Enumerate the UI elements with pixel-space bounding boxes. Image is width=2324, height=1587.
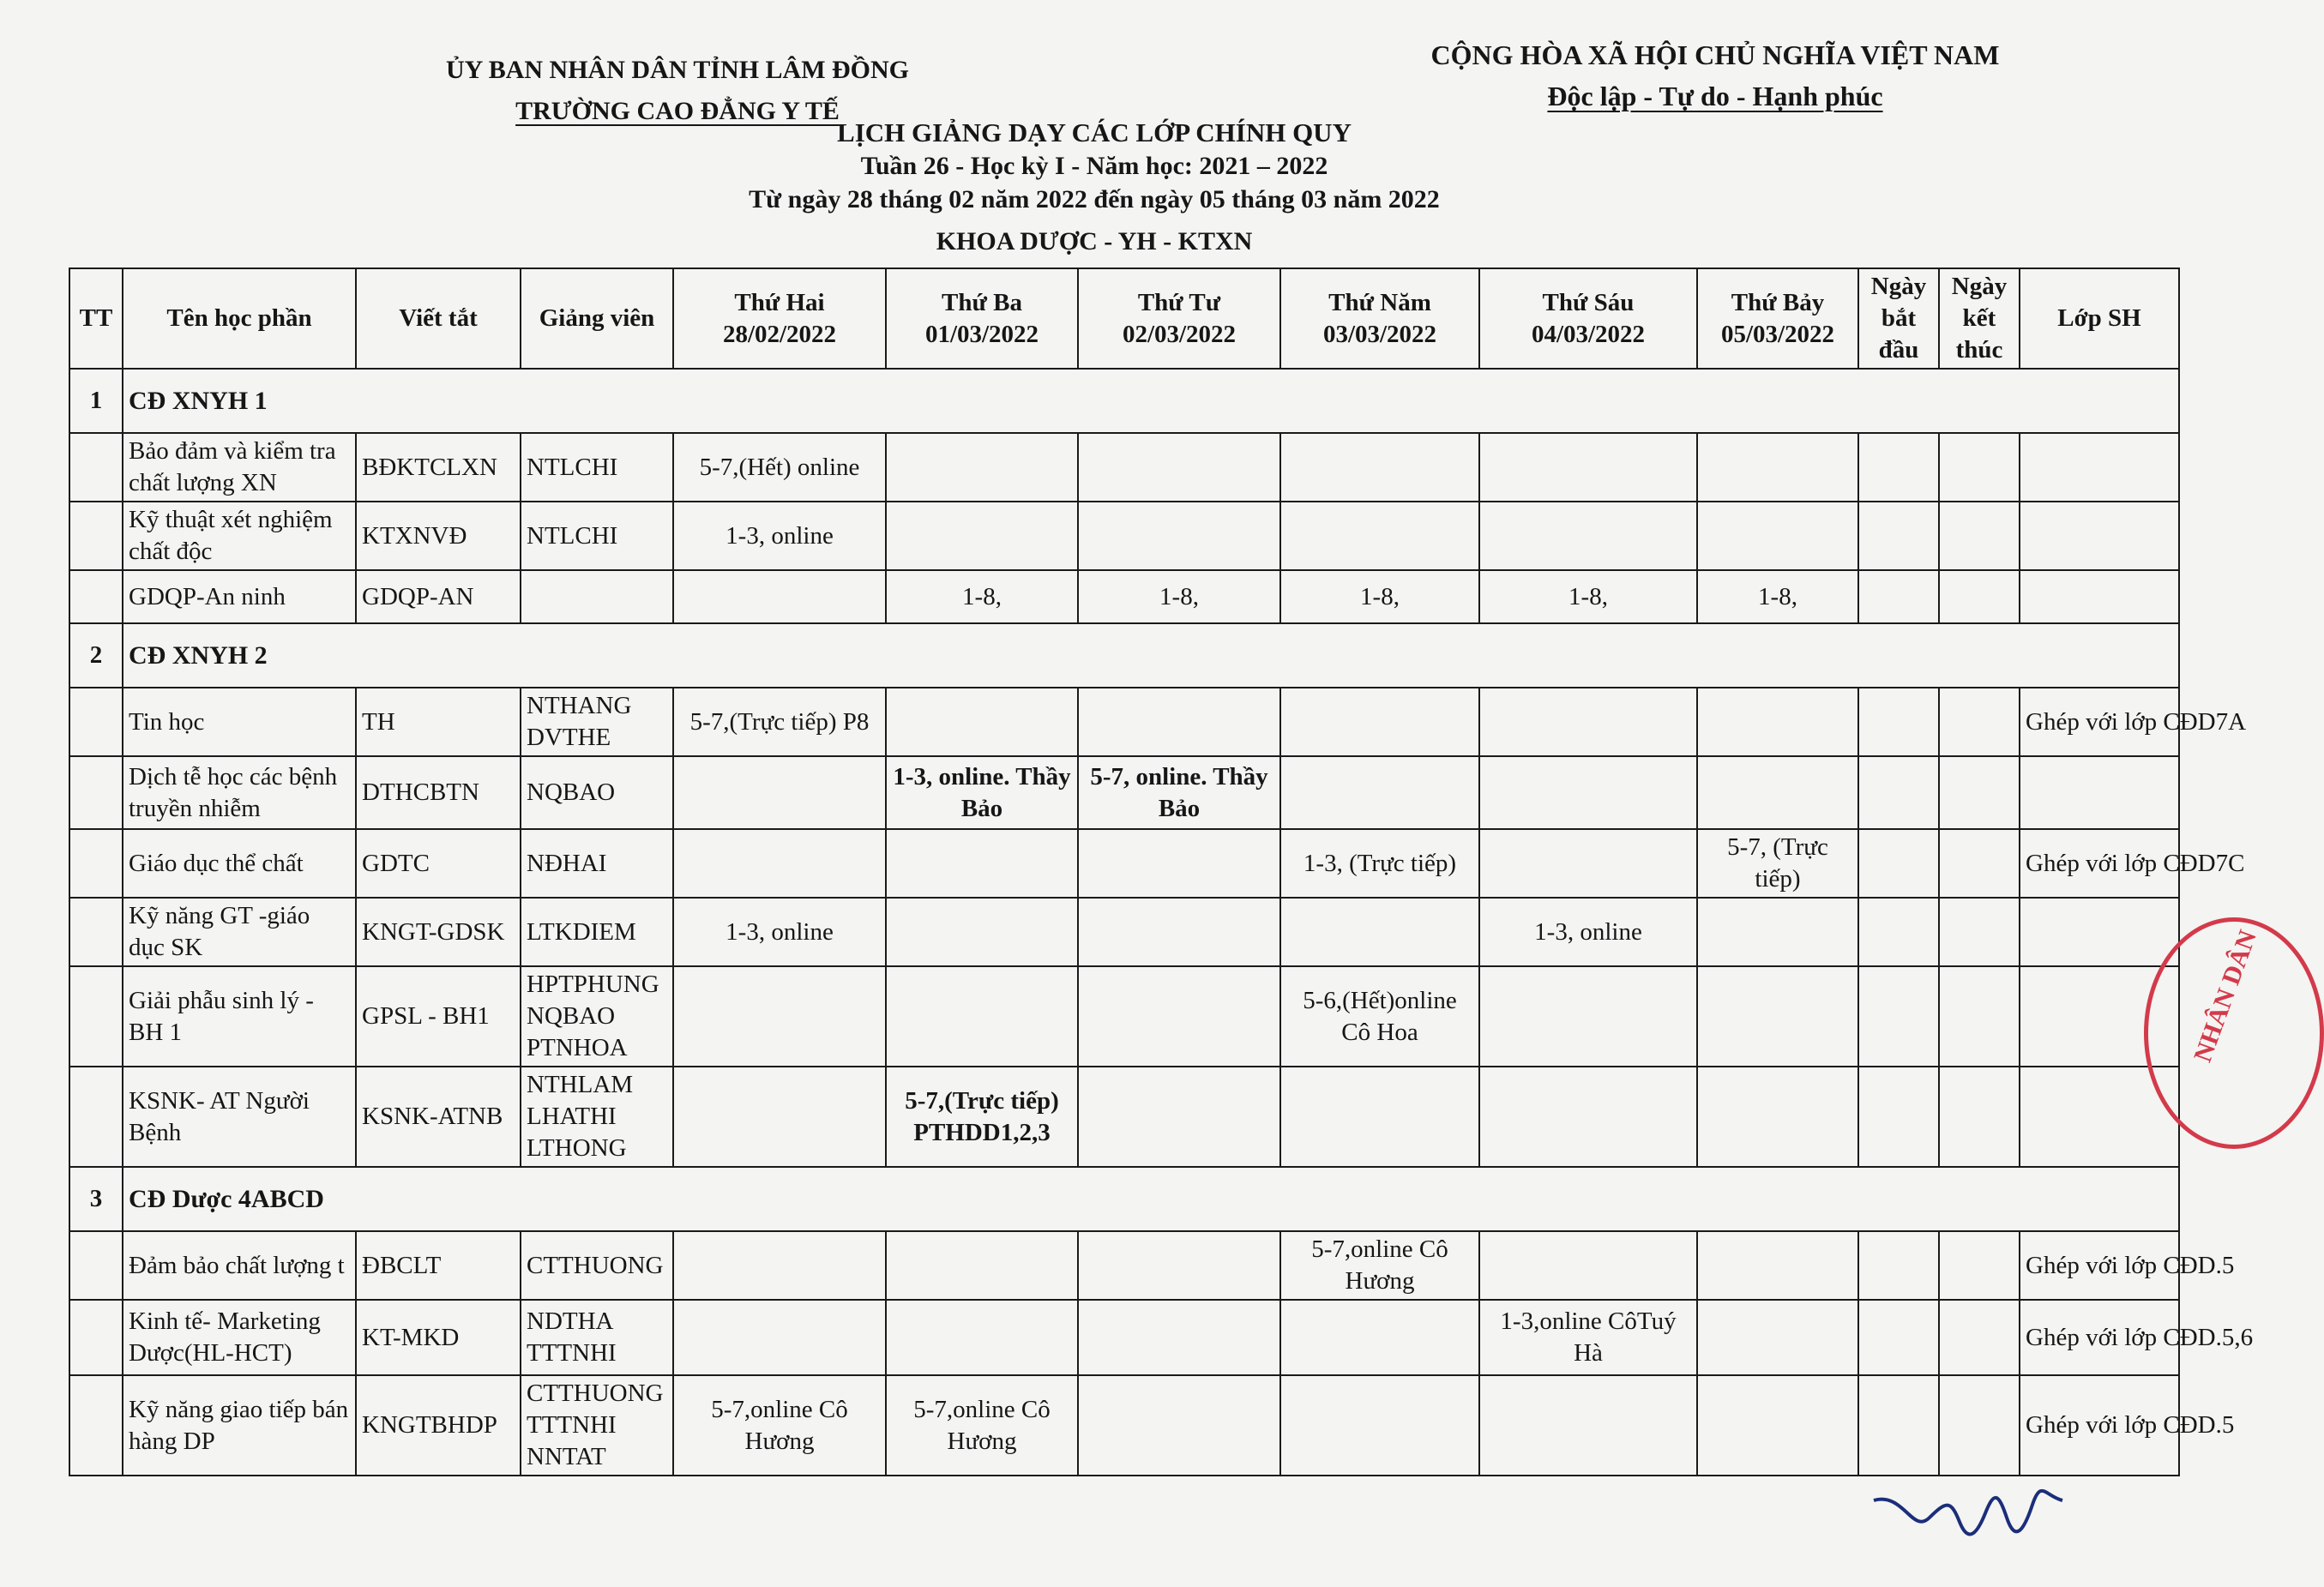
header-right — [1424, 34, 2007, 117]
cell-mon — [673, 756, 886, 829]
cell-thu — [1280, 756, 1479, 829]
group-name: CĐ XNYH 2 — [123, 623, 2179, 688]
cell-start — [1858, 1231, 1939, 1300]
cell-tue — [886, 1300, 1078, 1375]
cell-lecturer: NTHLAM LHATHI LTHONG — [521, 1067, 673, 1167]
cell-end — [1939, 1231, 2020, 1300]
cell-subject: Bảo đảm và kiểm tra chất lượng XN — [123, 433, 356, 502]
cell-start — [1858, 688, 1939, 756]
header-right-line1: CỘNG HÒA XÃ HỘI CHỦ NGHĨA VIỆT NAM — [1430, 39, 2000, 70]
cell-abbr: KNGT-GDSK — [356, 898, 521, 966]
header-left-line2: TRƯỜNG CAO ĐẲNG Y TẾ — [515, 97, 840, 125]
cell-wed — [1078, 1067, 1280, 1167]
header-right-line2: Độc lập - Tự do - Hạnh phúc — [1547, 81, 1883, 111]
col-header-mon: Thứ Hai 28/02/2022 — [673, 268, 886, 369]
cell-mon — [673, 1067, 886, 1167]
cell-tt — [69, 829, 123, 898]
cell-fri — [1479, 756, 1697, 829]
cell-homeroom — [2020, 570, 2179, 623]
cell-end — [1939, 829, 2020, 898]
cell-homeroom — [2020, 898, 2179, 966]
cell-end — [1939, 966, 2020, 1067]
cell-end — [1939, 570, 2020, 623]
table-row — [69, 1231, 2179, 1300]
cell-end — [1939, 688, 2020, 756]
cell-mon: 5-7,(Trực tiếp) P8 — [673, 688, 886, 756]
cell-tt — [69, 433, 123, 502]
table-row — [69, 1300, 2179, 1375]
cell-tue — [886, 829, 1078, 898]
cell-mon — [673, 1300, 886, 1375]
cell-tue — [886, 966, 1078, 1067]
cell-fri — [1479, 1375, 1697, 1476]
cell-sat — [1697, 1375, 1858, 1476]
cell-tue — [886, 433, 1078, 502]
table-header-row — [69, 268, 2179, 369]
col-header-abbr: Viết tắt — [356, 268, 521, 369]
cell-abbr: GDQP-AN — [356, 570, 521, 623]
cell-homeroom: Ghép với lớp CĐD7C — [2020, 829, 2179, 898]
header-left-line1: ỦY BAN NHÂN DÂN TỈNH LÂM ĐỒNG — [446, 56, 910, 84]
cell-abbr: GDTC — [356, 829, 521, 898]
cell-mon — [673, 1231, 886, 1300]
cell-tt — [69, 1067, 123, 1167]
cell-wed — [1078, 898, 1280, 966]
cell-lecturer: HPTPHUNG NQBAO PTNHOA — [521, 966, 673, 1067]
cell-tt — [69, 1300, 123, 1375]
cell-wed — [1078, 1375, 1280, 1476]
cell-start — [1858, 898, 1939, 966]
cell-lecturer: CTTHUONG TTTNHI NNTAT — [521, 1375, 673, 1476]
cell-end — [1939, 433, 2020, 502]
cell-homeroom: Ghép với lớp CĐD.5 — [2020, 1231, 2179, 1300]
cell-sat — [1697, 688, 1858, 756]
cell-abbr: KSNK-ATNB — [356, 1067, 521, 1167]
cell-subject: GDQP-An ninh — [123, 570, 356, 623]
cell-fri: 1-3,online CôTuý Hà — [1479, 1300, 1697, 1375]
cell-start — [1858, 1300, 1939, 1375]
cell-abbr: DTHCBTN — [356, 756, 521, 829]
official-stamp — [2144, 917, 2324, 1149]
cell-end — [1939, 898, 2020, 966]
col-header-sat: Thứ Bảy 05/03/2022 — [1697, 268, 1858, 369]
cell-end — [1939, 1067, 2020, 1167]
group-row — [69, 369, 2179, 433]
cell-wed — [1078, 688, 1280, 756]
cell-homeroom: Ghép với lớp CĐD7A — [2020, 688, 2179, 756]
cell-sat — [1697, 1300, 1858, 1375]
col-header-tue: Thứ Ba 01/03/2022 — [886, 268, 1078, 369]
cell-homeroom — [2020, 433, 2179, 502]
cell-mon — [673, 570, 886, 623]
cell-tt — [69, 898, 123, 966]
cell-tt — [69, 570, 123, 623]
cell-thu — [1280, 688, 1479, 756]
cell-start — [1858, 502, 1939, 570]
table-row — [69, 966, 2179, 1067]
stamp-text: NHÂN DÂN — [2188, 926, 2262, 1067]
cell-thu: 1-3, (Trực tiếp) — [1280, 829, 1479, 898]
cell-thu — [1280, 1300, 1479, 1375]
table-row — [69, 829, 2179, 898]
group-name: CĐ Dược 4ABCD — [123, 1167, 2179, 1231]
group-number: 1 — [69, 369, 123, 433]
cell-mon: 1-3, online — [673, 898, 886, 966]
table-row — [69, 570, 2179, 623]
cell-tt — [69, 1231, 123, 1300]
cell-fri: 1-3, online — [1479, 898, 1697, 966]
cell-thu — [1280, 433, 1479, 502]
cell-lecturer: LTKDIEM — [521, 898, 673, 966]
cell-lecturer: NTLCHI — [521, 433, 673, 502]
cell-wed — [1078, 502, 1280, 570]
title-line2: Tuần 26 - Học kỳ I - Năm học: 2021 – 2022 — [860, 152, 1328, 180]
cell-thu: 1-8, — [1280, 570, 1479, 623]
cell-fri — [1479, 1231, 1697, 1300]
table-row — [69, 502, 2179, 570]
cell-fri — [1479, 433, 1697, 502]
cell-lecturer — [521, 570, 673, 623]
cell-end — [1939, 1300, 2020, 1375]
cell-tt — [69, 756, 123, 829]
cell-tue: 1-8, — [886, 570, 1078, 623]
col-header-fri: Thứ Sáu 04/03/2022 — [1479, 268, 1697, 369]
cell-wed — [1078, 1300, 1280, 1375]
group-number: 2 — [69, 623, 123, 688]
cell-start — [1858, 433, 1939, 502]
col-header-start: Ngày bắt đầu — [1858, 268, 1939, 369]
cell-tt — [69, 688, 123, 756]
cell-tue — [886, 502, 1078, 570]
group-number: 3 — [69, 1167, 123, 1231]
table-row — [69, 898, 2179, 966]
cell-wed — [1078, 1231, 1280, 1300]
cell-wed — [1078, 966, 1280, 1067]
group-row — [69, 623, 2179, 688]
title-line3: Từ ngày 28 tháng 02 năm 2022 đến ngày 05 tháng 03 năm 2022 — [749, 185, 1440, 213]
cell-thu — [1280, 1067, 1479, 1167]
cell-subject: KSNK- AT Người Bệnh — [123, 1067, 356, 1167]
cell-lecturer: NQBAO — [521, 756, 673, 829]
cell-subject: Dịch tễ học các bệnh truyền nhiễm — [123, 756, 356, 829]
col-header-subject: Tên học phần — [123, 268, 356, 369]
cell-thu — [1280, 1375, 1479, 1476]
cell-tue: 1-3, online. Thầy Bảo — [886, 756, 1078, 829]
cell-abbr: KNGTBHDP — [356, 1375, 521, 1476]
cell-mon — [673, 966, 886, 1067]
cell-sat — [1697, 502, 1858, 570]
cell-homeroom: Ghép với lớp CĐD.5 — [2020, 1375, 2179, 1476]
cell-sat — [1697, 433, 1858, 502]
cell-start — [1858, 829, 1939, 898]
cell-start — [1858, 756, 1939, 829]
cell-mon: 1-3, online — [673, 502, 886, 570]
cell-lecturer: CTTHUONG — [521, 1231, 673, 1300]
cell-mon: 5-7,(Hết) online — [673, 433, 886, 502]
cell-tt — [69, 1375, 123, 1476]
table-row — [69, 756, 2179, 829]
cell-tue — [886, 898, 1078, 966]
cell-abbr: KTXNVĐ — [356, 502, 521, 570]
cell-subject: Kỹ năng GT -giáo dục SK — [123, 898, 356, 966]
cell-sat — [1697, 1067, 1858, 1167]
cell-wed: 5-7, online. Thầy Bảo — [1078, 756, 1280, 829]
cell-subject: Kỹ năng giao tiếp bán hàng DP — [123, 1375, 356, 1476]
table-row — [69, 1067, 2179, 1167]
cell-abbr: KT-MKD — [356, 1300, 521, 1375]
cell-thu: 5-6,(Hết)online Cô Hoa — [1280, 966, 1479, 1067]
cell-wed: 1-8, — [1078, 570, 1280, 623]
cell-tt — [69, 502, 123, 570]
cell-thu — [1280, 898, 1479, 966]
document-title — [0, 116, 2189, 216]
cell-homeroom: Ghép với lớp CĐD.5,6 — [2020, 1300, 2179, 1375]
col-header-tt: TT — [69, 268, 123, 369]
cell-thu — [1280, 502, 1479, 570]
cell-wed — [1078, 433, 1280, 502]
cell-subject: Đảm bảo chất lượng t — [123, 1231, 356, 1300]
cell-subject: Kỹ thuật xét nghiệm chất độc — [123, 502, 356, 570]
cell-end — [1939, 1375, 2020, 1476]
cell-tue — [886, 1231, 1078, 1300]
col-header-thu: Thứ Năm 03/03/2022 — [1280, 268, 1479, 369]
cell-tue — [886, 688, 1078, 756]
col-header-end: Ngày kết thúc — [1939, 268, 2020, 369]
cell-lecturer: NTHANG DVTHE — [521, 688, 673, 756]
cell-tue: 5-7,online Cô Hương — [886, 1375, 1078, 1476]
cell-sat — [1697, 1231, 1858, 1300]
cell-abbr: ĐBCLT — [356, 1231, 521, 1300]
cell-sat: 5-7, (Trực tiếp) — [1697, 829, 1858, 898]
cell-fri — [1479, 966, 1697, 1067]
cell-tue: 5-7,(Trực tiếp) PTHDD1,2,3 — [886, 1067, 1078, 1167]
cell-fri — [1479, 688, 1697, 756]
cell-mon: 5-7,online Cô Hương — [673, 1375, 886, 1476]
cell-mon — [673, 829, 886, 898]
cell-start — [1858, 1067, 1939, 1167]
cell-tt — [69, 966, 123, 1067]
cell-end — [1939, 756, 2020, 829]
col-header-homeroom: Lớp SH — [2020, 268, 2179, 369]
table-row — [69, 433, 2179, 502]
group-name: CĐ XNYH 1 — [123, 369, 2179, 433]
cell-sat — [1697, 756, 1858, 829]
cell-lecturer: NĐHAI — [521, 829, 673, 898]
cell-subject: Tin học — [123, 688, 356, 756]
cell-start — [1858, 1375, 1939, 1476]
cell-end — [1939, 502, 2020, 570]
cell-homeroom — [2020, 756, 2179, 829]
cell-abbr: GPSL - BH1 — [356, 966, 521, 1067]
table-row — [69, 688, 2179, 756]
col-header-lecturer: Giảng viên — [521, 268, 673, 369]
group-row — [69, 1167, 2179, 1231]
table-row — [69, 1375, 2179, 1476]
cell-sat — [1697, 966, 1858, 1067]
cell-fri — [1479, 829, 1697, 898]
cell-abbr: BĐKTCLXN — [356, 433, 521, 502]
cell-lecturer: NDTHA TTTNHI — [521, 1300, 673, 1375]
cell-wed — [1078, 829, 1280, 898]
cell-subject: Giáo dục thể chất — [123, 829, 356, 898]
cell-fri: 1-8, — [1479, 570, 1697, 623]
title-line1: LỊCH GIẢNG DẠY CÁC LỚP CHÍNH QUY — [837, 117, 1352, 147]
cell-homeroom — [2020, 502, 2179, 570]
cell-abbr: TH — [356, 688, 521, 756]
cell-lecturer: NTLCHI — [521, 502, 673, 570]
col-header-wed: Thứ Tư 02/03/2022 — [1078, 268, 1280, 369]
cell-start — [1858, 966, 1939, 1067]
cell-sat — [1697, 898, 1858, 966]
cell-subject: Giải phẫu sinh lý - BH 1 — [123, 966, 356, 1067]
cell-thu: 5-7,online Cô Hương — [1280, 1231, 1479, 1300]
cell-fri — [1479, 1067, 1697, 1167]
cell-start — [1858, 570, 1939, 623]
department-name: KHOA DƯỢC - YH - KTXN — [936, 227, 1253, 255]
signature — [1869, 1483, 2067, 1543]
cell-sat: 1-8, — [1697, 570, 1858, 623]
cell-subject: Kinh tế- Marketing Dược(HL-HCT) — [123, 1300, 356, 1375]
cell-fri — [1479, 502, 1697, 570]
